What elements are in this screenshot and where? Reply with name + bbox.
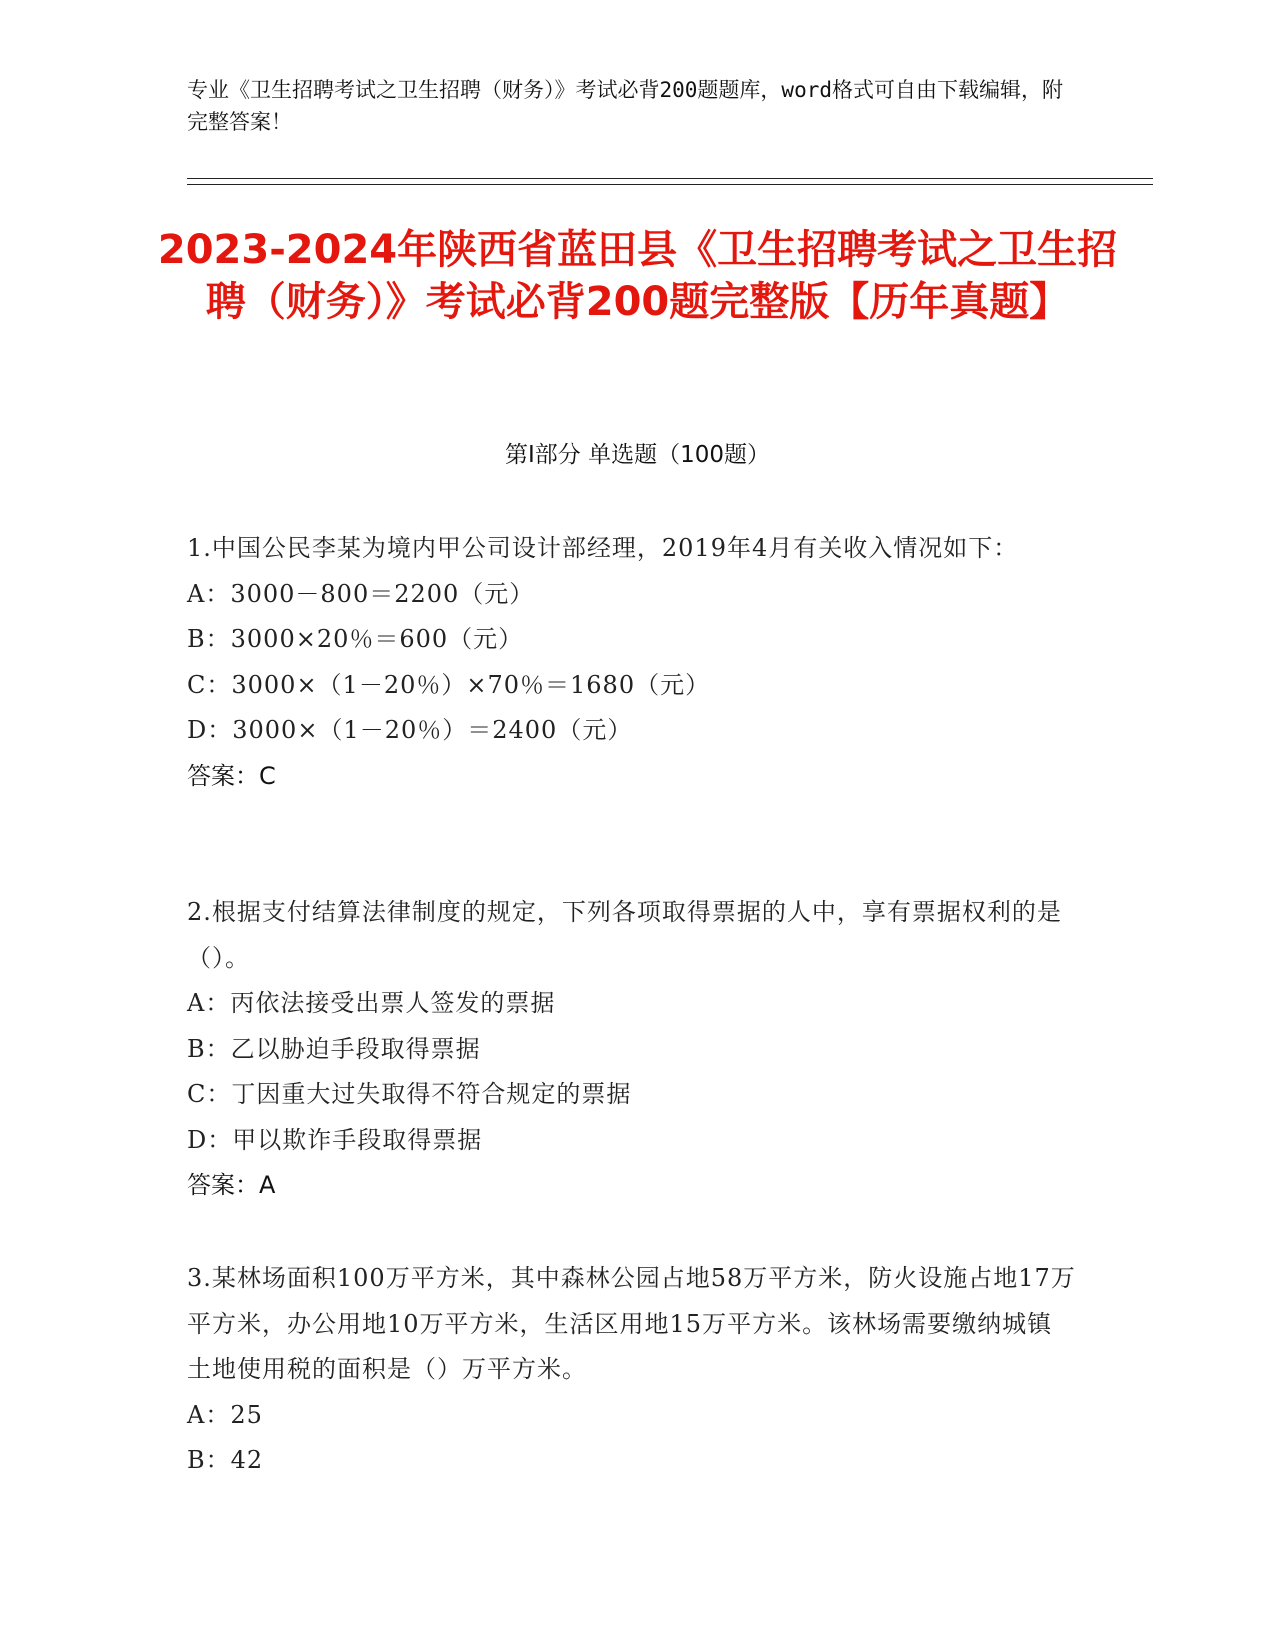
question-1: [187, 526, 1077, 799]
header-note: 专业《卫生招聘考试之卫生招聘（财务）》考试必背200题题库，word格式可自由下载编辑，附完整答案！: [187, 78, 1063, 134]
section-heading: 第Ⅰ部分 单选题（100题）: [505, 442, 770, 468]
option-b: B：乙以胁迫手段取得票据: [187, 1034, 481, 1063]
question-3: [187, 1256, 1077, 1484]
question-stem: 1.中国公民李某为境内甲公司设计部经理，2019年4月有关收入情况如下：: [187, 534, 1019, 562]
document-title: 2023-2024年陕西省蓝田县《卫生招聘考试之卫生招聘（财务）》考试必背200题完整版【历年真题】: [157, 227, 1118, 325]
option-a: A：25: [187, 1400, 263, 1429]
option-a: A：丙依法接受出票人签发的票据: [187, 989, 556, 1017]
option-b: B：42: [187, 1446, 264, 1474]
question-stem: 2.根据支付结算法律制度的规定，下列各项取得票据的人中，享有票据权利的是（）。: [187, 898, 1062, 972]
header-divider-bottom: [187, 184, 1153, 185]
answer: 答案：C: [187, 761, 276, 790]
header-divider-top: [187, 178, 1153, 179]
question-2: [187, 890, 1077, 1209]
option-c: C：3000×（1－20％）×70％＝1680（元）: [187, 670, 711, 699]
answer: 答案：A: [187, 1171, 276, 1199]
option-c: C：丁因重大过失取得不符合规定的票据: [187, 1080, 632, 1108]
option-b: B：3000×20％＝600（元）: [187, 625, 524, 653]
question-stem: 3.某林场面积100万平方米，其中森林公园占地58万平方米，防火设施占地17万平方米，办公用地10万平方米，生活区用地15万平方米。该林场需要缴纳城镇土地使用税的面积是（）万平方米。: [187, 1264, 1076, 1383]
option-d: D：3000×（1－20％）＝2400（元）: [187, 716, 633, 744]
option-a: A：3000－800＝2200（元）: [187, 579, 535, 608]
option-d: D：甲以欺诈手段取得票据: [187, 1125, 483, 1154]
